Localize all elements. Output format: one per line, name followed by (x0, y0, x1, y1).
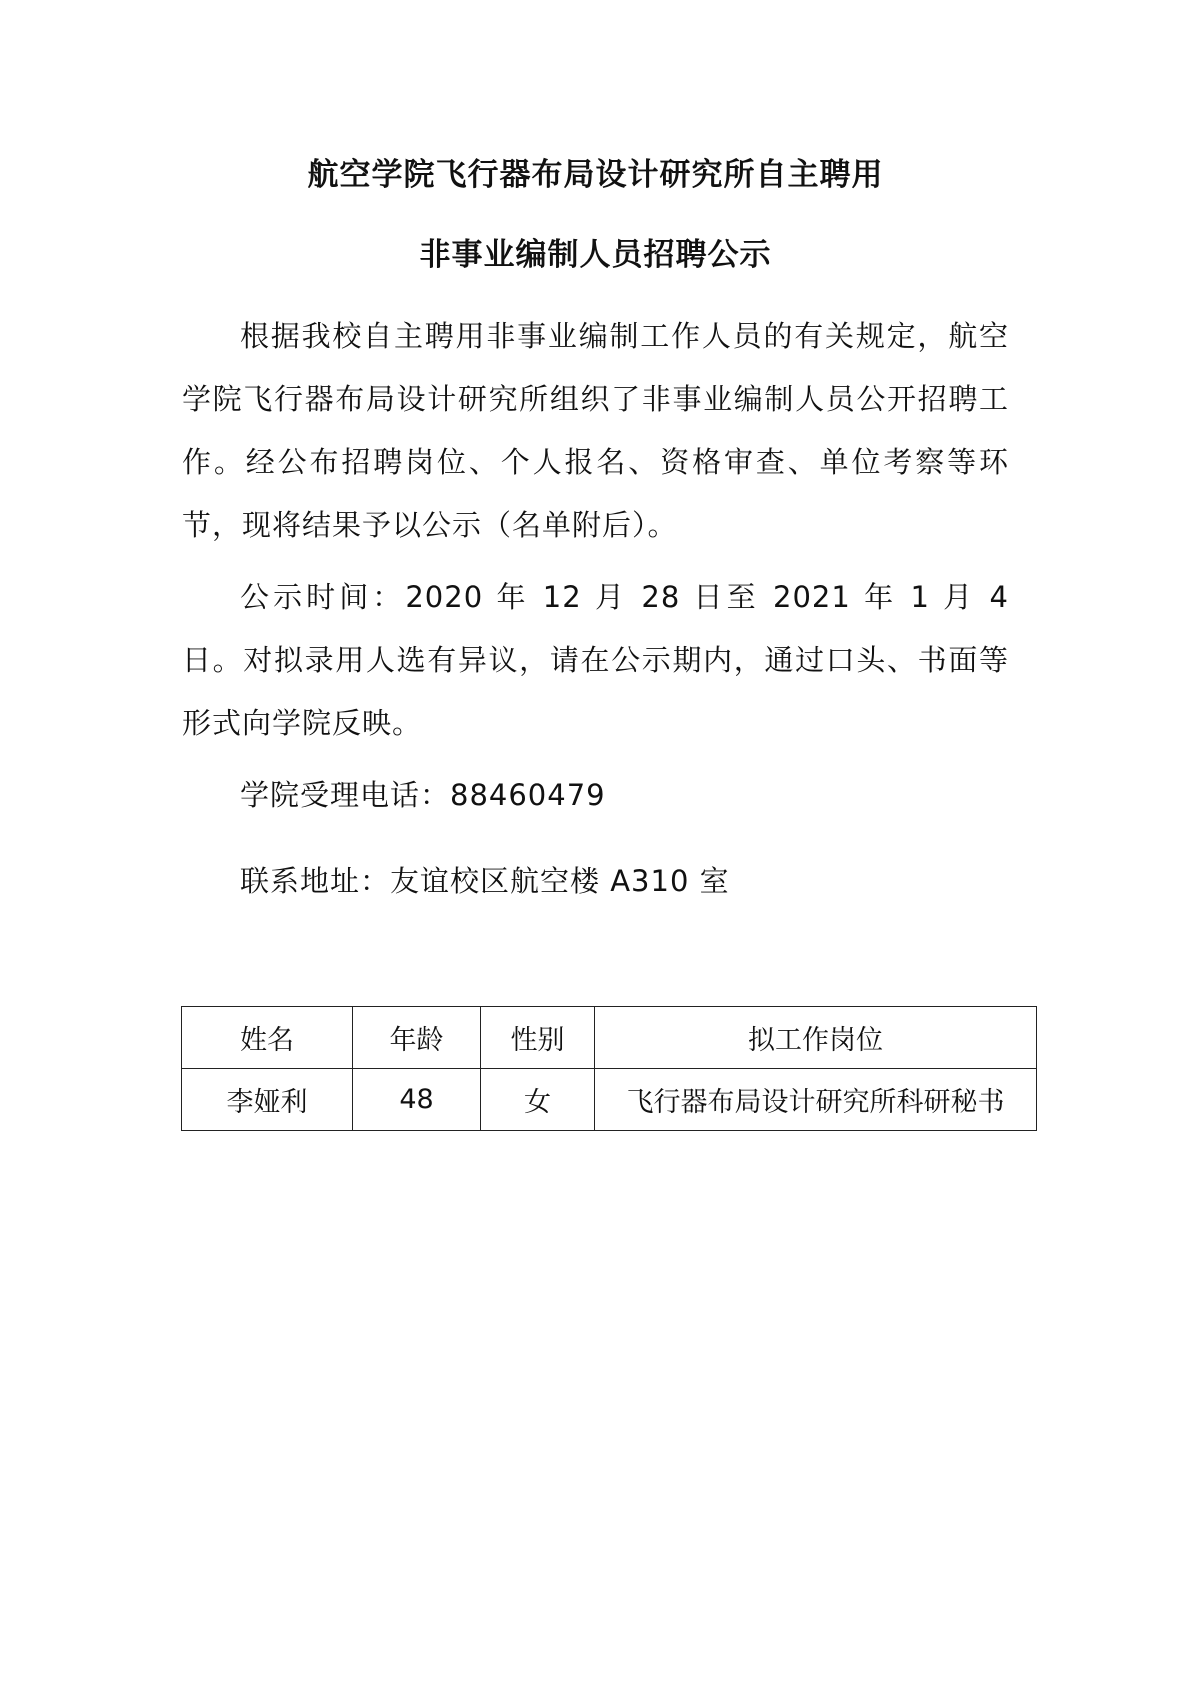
document-title-line-1: 航空学院飞行器布局设计研究所自主聘用 (307, 157, 884, 193)
announcement-paragraph: 根据我校自主聘用非事业编制工作人员的有关规定，航空学院飞行器布局设计研究所组织了非事业编制人员公开招聘工作。经公布招聘岗位、个人报名、资格审查、单位考察等环节，现将结果予以公示（名单附后）。 (182, 319, 1009, 542)
header-position: 拟工作岗位 (595, 1007, 1037, 1069)
cell-name: 李娅利 (182, 1069, 353, 1131)
cell-age: 48 (353, 1069, 481, 1131)
header-name: 姓名 (182, 1007, 353, 1069)
contact-address: 联系地址：友谊校区航空楼 A310 室 (240, 864, 730, 898)
cell-gender: 女 (481, 1069, 595, 1131)
publicity-period-paragraph: 公示时间：2020 年 12 月 28 日至 2021 年 1 月 4 日。对拟录用人选有异议，请在公示期内，通过口头、书面等形式向学院反映。 (182, 580, 1009, 740)
table-header-row (182, 1007, 1037, 1069)
header-gender: 性别 (481, 1007, 595, 1069)
header-age: 年龄 (353, 1007, 481, 1069)
contact-phone: 学院受理电话：88460479 (240, 778, 606, 812)
cell-position: 飞行器布局设计研究所科研秘书 (595, 1069, 1037, 1131)
table-row (182, 1069, 1037, 1131)
candidate-table (181, 1006, 1037, 1131)
document-title-line-2: 非事业编制人员招聘公示 (419, 237, 772, 273)
